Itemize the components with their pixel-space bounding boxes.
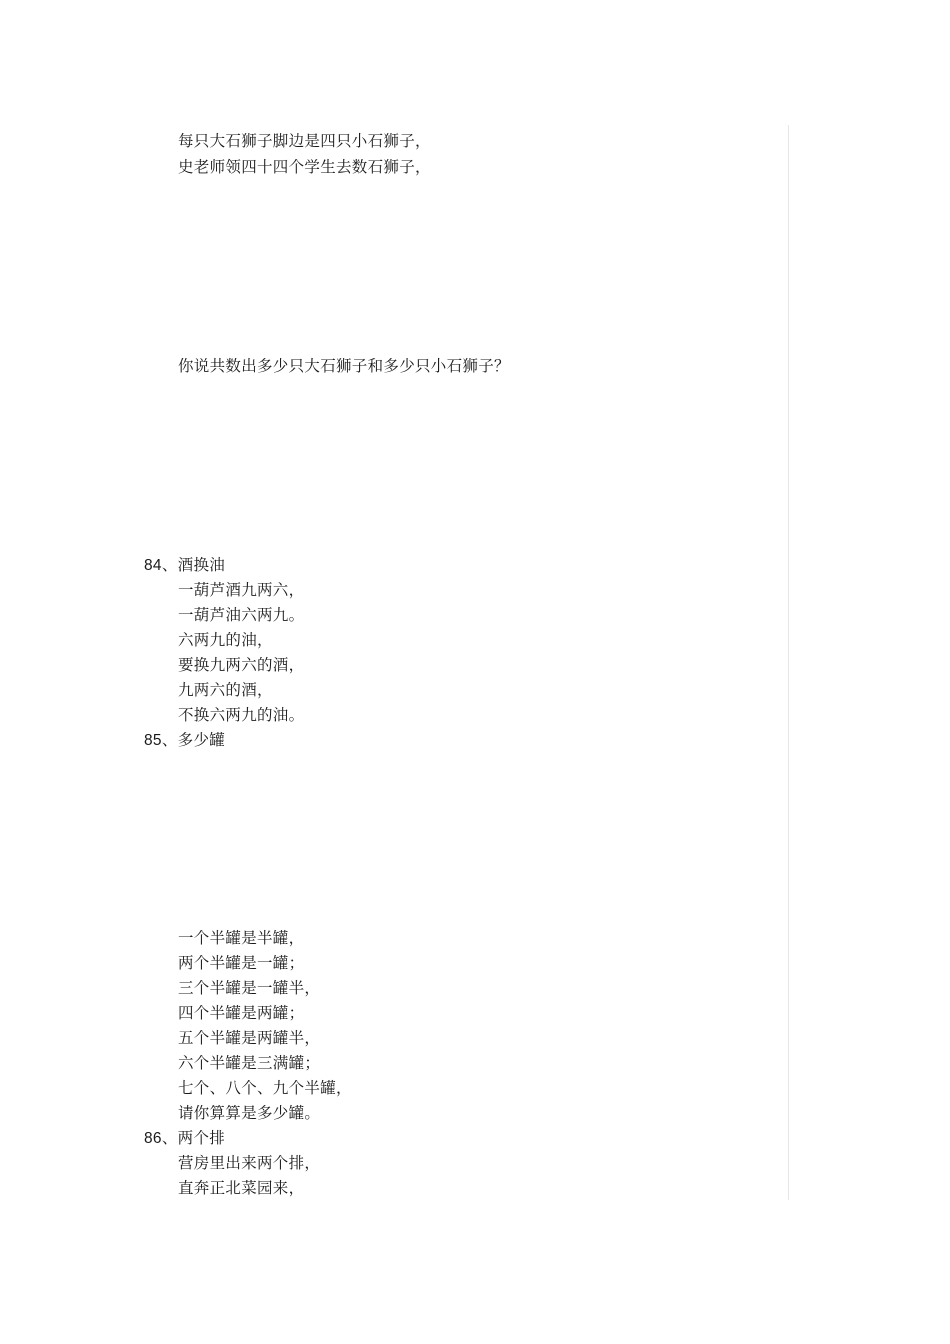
section-title: 多少罐 <box>177 731 226 749</box>
section-number: 85 <box>144 732 162 749</box>
text-line: 一个半罐是半罐， <box>178 929 305 947</box>
section-number: 86 <box>144 1130 162 1147</box>
text-line: 史老师领四十四个学生去数石狮子， <box>178 158 431 176</box>
section-number: 84 <box>144 557 162 574</box>
text-line: 要换九两六的酒， <box>178 656 305 674</box>
section-title: 两个排 <box>177 1129 226 1147</box>
section-heading-84 <box>144 553 225 578</box>
text-line: 六个半罐是三满罐； <box>178 1054 321 1072</box>
section-heading-86 <box>144 1126 225 1151</box>
text-line: 七个、八个、九个半罐， <box>178 1079 352 1097</box>
text-line: 你说共数出多少只大石狮子和多少只小石狮子？ <box>178 357 510 375</box>
text-line: 两个半罐是一罐； <box>178 954 305 972</box>
section-separator: 、 <box>161 556 178 574</box>
margin-rule <box>788 125 789 1200</box>
section-title: 酒换油 <box>177 556 226 574</box>
section-separator: 、 <box>161 1129 178 1147</box>
text-line: 一葫芦酒九两六， <box>178 581 305 599</box>
text-line: 请你算算是多少罐。 <box>178 1104 321 1122</box>
text-line: 九两六的酒， <box>178 681 273 699</box>
text-line: 六两九的油， <box>178 631 273 649</box>
text-line: 不换六两九的油。 <box>178 706 305 724</box>
text-line: 三个半罐是一罐半， <box>178 979 321 997</box>
text-line: 直奔正北菜园来， <box>178 1179 305 1197</box>
text-line: 四个半罐是两罐； <box>178 1004 305 1022</box>
text-line: 每只大石狮子脚边是四只小石狮子， <box>178 132 431 150</box>
section-separator: 、 <box>161 731 178 749</box>
section-heading-85 <box>144 728 225 753</box>
text-line: 营房里出来两个排， <box>178 1154 321 1172</box>
text-line: 一葫芦油六两九。 <box>178 606 305 624</box>
text-line: 五个半罐是两罐半， <box>178 1029 321 1047</box>
